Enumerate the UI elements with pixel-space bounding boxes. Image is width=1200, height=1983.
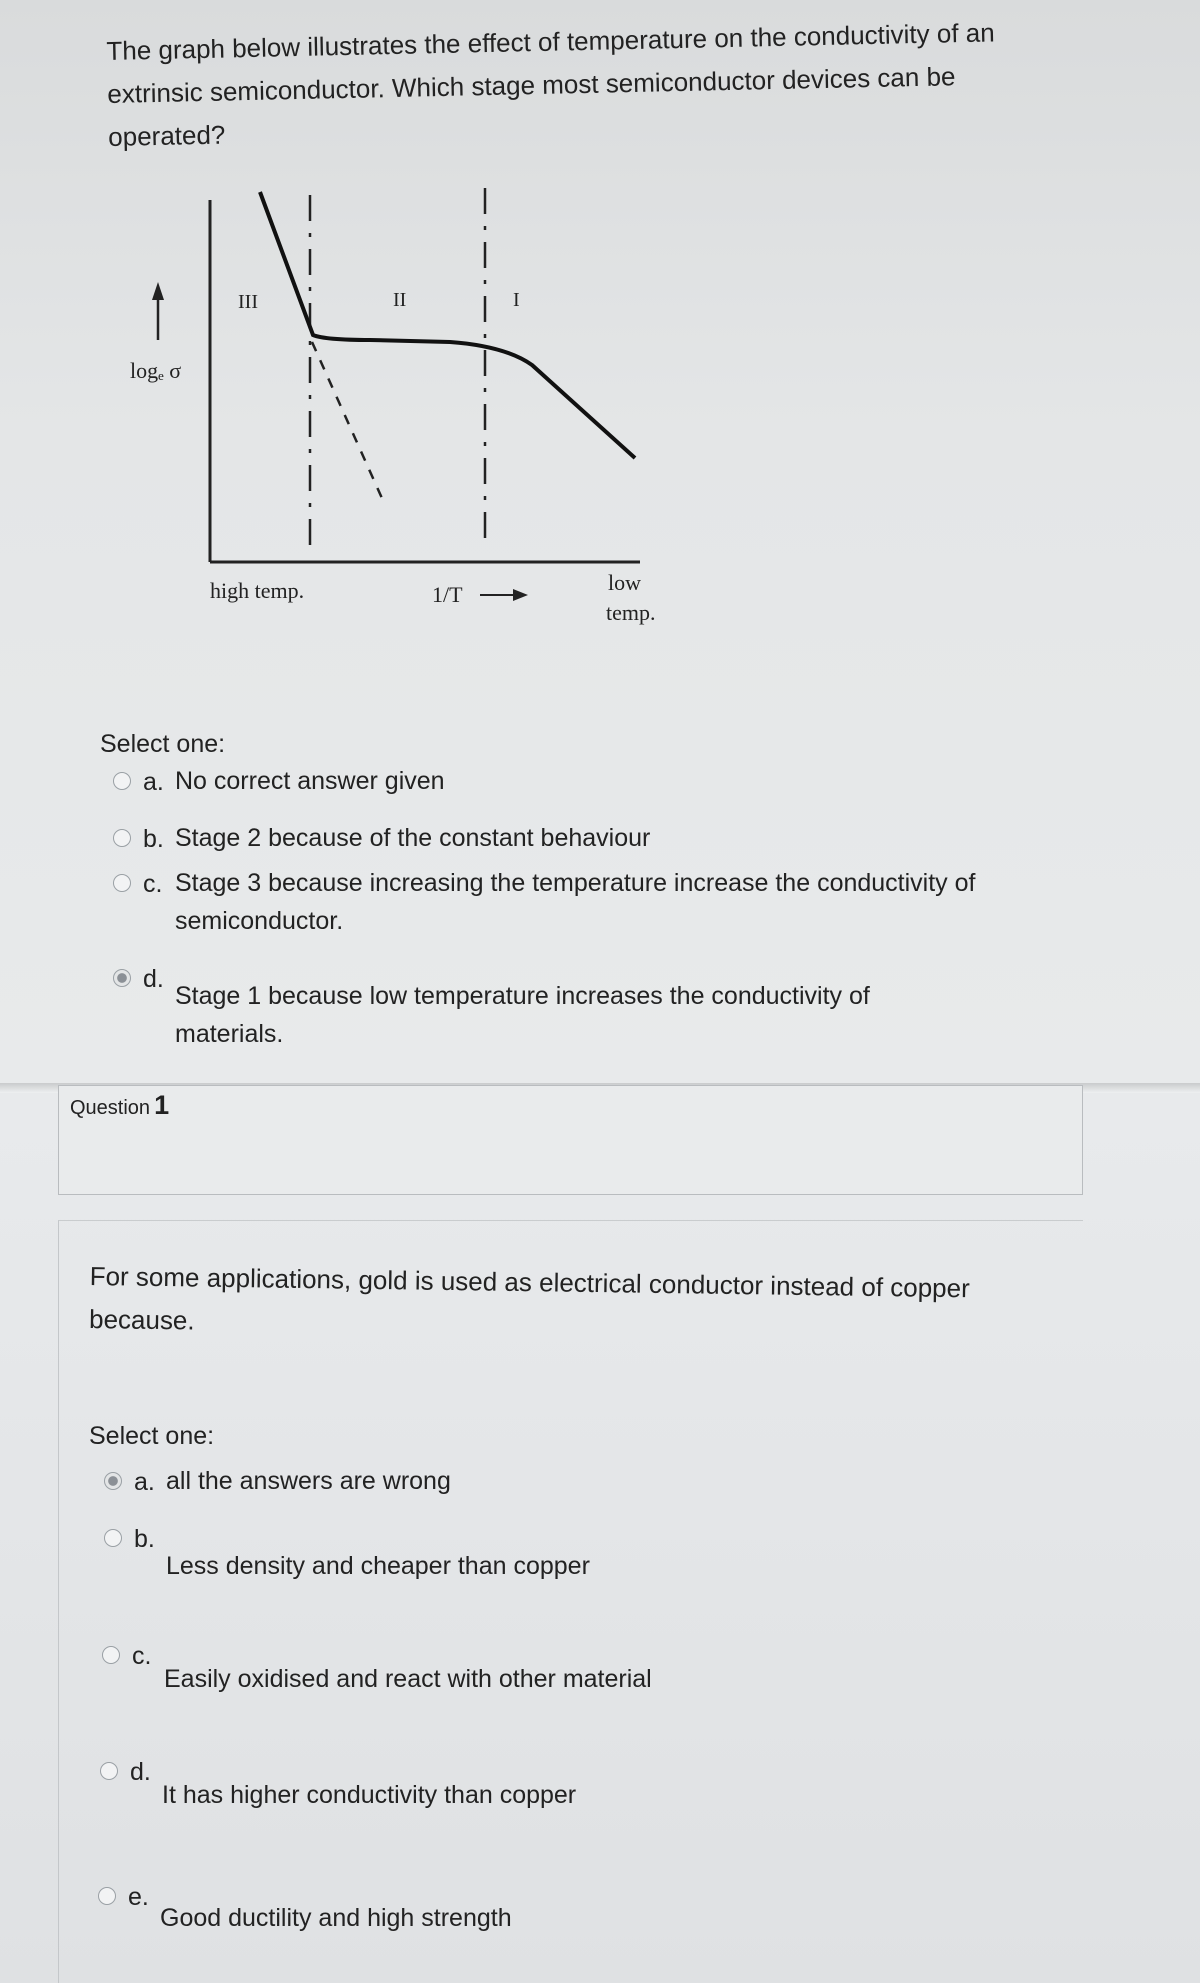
stage-label-3: III [238, 291, 258, 313]
option-text: Less density and cheaper than copper [166, 1552, 590, 1580]
option-letter: d. [130, 1758, 151, 1786]
select-one-label-a: Select one: [100, 730, 226, 758]
x-label-inverse-t: 1/T [432, 582, 463, 607]
option-letter: a. [143, 768, 164, 796]
y-axis-label: logₑ σ [130, 358, 182, 383]
option-c-q2[interactable] [102, 1642, 652, 1698]
option-text: Stage 1 because low temperature increases the conductivity of materials. [175, 982, 870, 1048]
question-text-gold: For some applications, gold is used as electrical conductor instead of copper because. [88, 1260, 970, 1336]
option-letter: b. [143, 825, 164, 853]
option-c-q1[interactable] [113, 870, 1053, 940]
y-axis-arrowhead [152, 282, 164, 300]
radio-button[interactable] [104, 1529, 122, 1547]
option-a-q2[interactable] [104, 1468, 451, 1500]
question-info-box [58, 1085, 1083, 1195]
radio-button[interactable] [100, 1762, 118, 1780]
option-e-q2[interactable] [98, 1883, 512, 1937]
radio-button-selected[interactable] [104, 1472, 122, 1490]
conductivity-graph [120, 170, 680, 640]
question-number-label [70, 1090, 169, 1121]
radio-button-selected[interactable] [113, 969, 131, 987]
radio-button[interactable] [113, 829, 131, 847]
intrinsic-extension-line [312, 342, 385, 505]
stage-label-1: I [513, 289, 520, 311]
radio-button[interactable] [113, 874, 131, 892]
option-letter: a. [134, 1468, 155, 1496]
option-letter: e. [128, 1883, 149, 1911]
x-label-low: low [608, 570, 641, 595]
conductivity-curve [260, 192, 635, 458]
option-b-q2[interactable] [104, 1525, 590, 1585]
radio-button[interactable] [102, 1646, 120, 1664]
option-text: all the answers are wrong [166, 1467, 451, 1495]
x-arrowhead [513, 589, 528, 601]
radio-button[interactable] [98, 1887, 116, 1905]
option-letter: d. [143, 965, 164, 993]
option-text: Good ductility and high strength [160, 1904, 512, 1932]
radio-button[interactable] [113, 772, 131, 790]
option-d-q2[interactable] [100, 1758, 576, 1814]
x-label-temp: temp. [606, 600, 656, 625]
question-word: Question [70, 1097, 151, 1119]
question-number: 1 [154, 1090, 170, 1120]
option-b-q1[interactable] [113, 825, 650, 857]
option-d-q1[interactable] [113, 965, 973, 1053]
x-label-high-temp: high temp. [210, 578, 305, 603]
option-letter: b. [134, 1525, 155, 1553]
question-text-temperature: The graph below illustrates the effect of temperature on the conductivity of an extrinsic semiconductor. Which stage most semiconductor devices can be operated? [106, 17, 995, 152]
option-text: Stage 2 because of the constant behaviour [175, 824, 651, 852]
stage-label-2: II [393, 289, 407, 311]
option-text: Stage 3 because increasing the temperature increase the conductivity of semiconductor. [175, 869, 976, 935]
option-letter: c. [143, 870, 163, 898]
option-text: It has higher conductivity than copper [162, 1781, 577, 1809]
option-a-q1[interactable] [113, 768, 445, 800]
option-letter: c. [132, 1642, 152, 1670]
option-text: Easily oxidised and react with other material [164, 1665, 652, 1693]
select-one-label-b: Select one: [89, 1422, 215, 1450]
option-text: No correct answer given [175, 767, 445, 795]
